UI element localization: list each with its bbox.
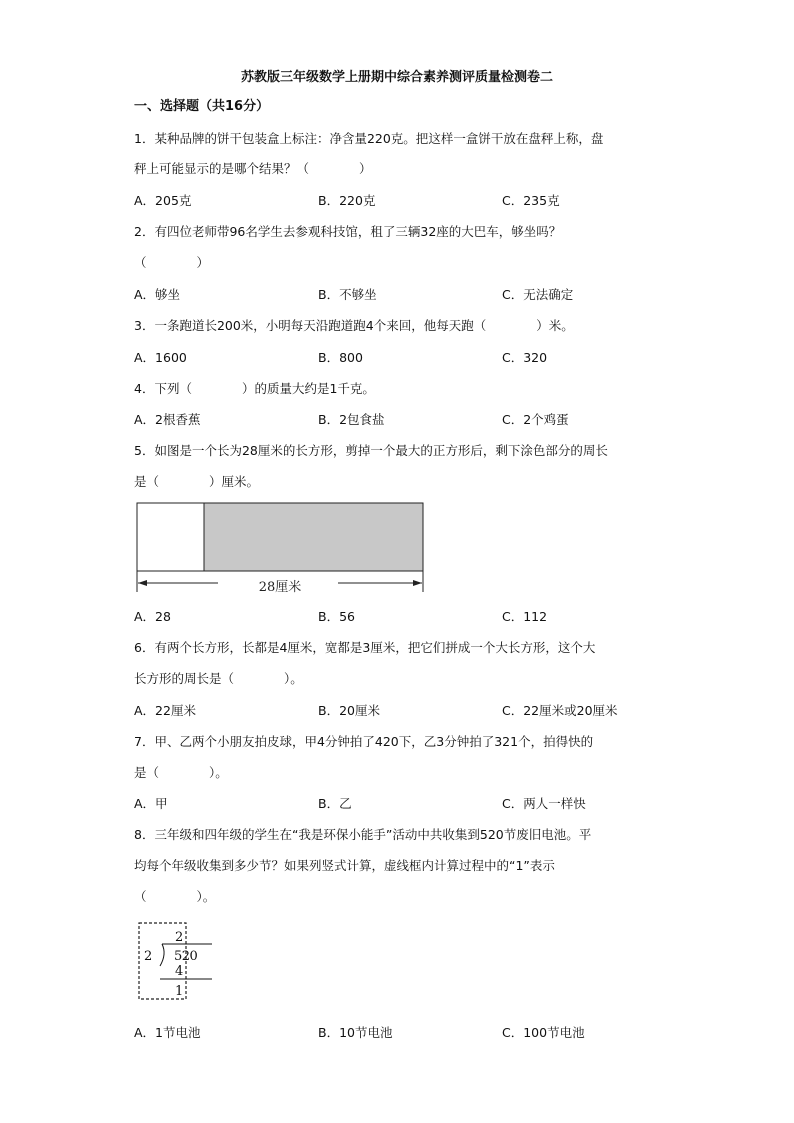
question-3-option-a[interactable]: A．1600 [134, 350, 187, 365]
question-2-option-c[interactable]: C．无法确定 [502, 287, 574, 302]
section-heading: 一、选择题（共16分） [134, 99, 270, 114]
question-4-line-1: 4．下列（ ）的质量大约是1千克。 [134, 381, 375, 396]
question-8-option-c[interactable]: C．100节电池 [502, 1025, 585, 1040]
question-4-option-c[interactable]: C．2个鸡蛋 [502, 412, 569, 427]
question-1-option-c[interactable]: C．235克 [502, 193, 560, 208]
question-6-option-b[interactable]: B．20厘米 [318, 703, 380, 718]
product: 4 [175, 964, 184, 979]
question-1-line-1: 1．某种品牌的饼干包装盒上标注：净含量220克。把这样一盒饼干放在盘秤上称，盘 [134, 131, 604, 146]
question-5-line-2: 是（ ）厘米。 [134, 474, 260, 489]
page-title: 苏教版三年级数学上册期中综合素养测评质量检测卷二 [240, 70, 553, 85]
question-1-option-a[interactable]: A．205克 [134, 193, 192, 208]
question-5-line-1: 5．如图是一个长为28厘米的长方形，剪掉一个最大的正方形后，剩下涂色部分的周长 [134, 443, 608, 458]
question-7-line-1: 7．甲、乙两个小朋友拍皮球，甲4分钟拍了420下，乙3分钟拍了321个，拍得快的 [134, 734, 594, 749]
question-8-line-2: 均每个年级收集到多少节？如果列竖式计算，虚线框内计算过程中的“1”表示 [134, 858, 555, 873]
question-8-option-a[interactable]: A．1节电池 [134, 1025, 201, 1040]
dimension-arrow-right [413, 580, 422, 586]
divisor: 2 [144, 949, 153, 964]
square-part [137, 503, 204, 571]
dimension-label: 28厘米 [258, 580, 302, 595]
division-bracket [160, 944, 164, 966]
question-7-line-2: 是（ ）。 [134, 765, 228, 780]
question-3-line-1: 3．一条跑道长200米，小明每天沿跑道跑4个来回，他每天跑（ ）米。 [134, 318, 574, 333]
question-5-option-a[interactable]: A．28 [134, 609, 171, 624]
quotient: 2 [175, 930, 184, 945]
question-1-line-2: 秤上可能显示的是哪个结果？（ ） [134, 161, 372, 176]
question-8-option-b[interactable]: B．10节电池 [318, 1025, 393, 1040]
remainder: 1 [175, 984, 184, 999]
dimension-arrow-left [138, 580, 147, 586]
question-4-option-a[interactable]: A．2根香蕉 [134, 412, 201, 427]
dividend: 520 [174, 949, 198, 964]
question-2-option-b[interactable]: B．不够坐 [318, 287, 377, 302]
question-6-line-2: 长方形的周长是（ ）。 [134, 671, 303, 686]
question-6-option-a[interactable]: A．22厘米 [134, 703, 196, 718]
question-5-option-b[interactable]: B．56 [318, 609, 355, 624]
question-7-option-a[interactable]: A．甲 [134, 796, 168, 811]
question-4-option-b[interactable]: B．2包食盐 [318, 412, 385, 427]
question-6-line-1: 6．有两个长方形，长都是4厘米，宽都是3厘米，把它们拼成一个大长方形，这个大 [134, 640, 596, 655]
question-2-option-a[interactable]: A．够坐 [134, 287, 181, 302]
question-7-option-c[interactable]: C．两人一样快 [502, 796, 586, 811]
long-division-figure [134, 918, 224, 1004]
question-2-line-1: 2．有四位老师带96名学生去参观科技馆，租了三辆32座的大巴车，够坐吗？ [134, 224, 562, 239]
rectangle-figure [134, 500, 428, 600]
question-2-line-2: （ ） [134, 255, 210, 270]
question-5-option-c[interactable]: C．112 [502, 609, 548, 624]
shaded-part [204, 503, 423, 571]
question-7-option-b[interactable]: B．乙 [318, 796, 352, 811]
question-3-option-b[interactable]: B．800 [318, 350, 363, 365]
question-6-option-c[interactable]: C．22厘米或20厘米 [502, 703, 618, 718]
question-1-option-b[interactable]: B．220克 [318, 193, 376, 208]
question-3-option-c[interactable]: C．320 [502, 350, 548, 365]
question-8-line-3: （ ）。 [134, 889, 216, 904]
question-8-line-1: 8．三年级和四年级的学生在“我是环保小能手”活动中共收集到520节废旧电池。平 [134, 827, 592, 842]
